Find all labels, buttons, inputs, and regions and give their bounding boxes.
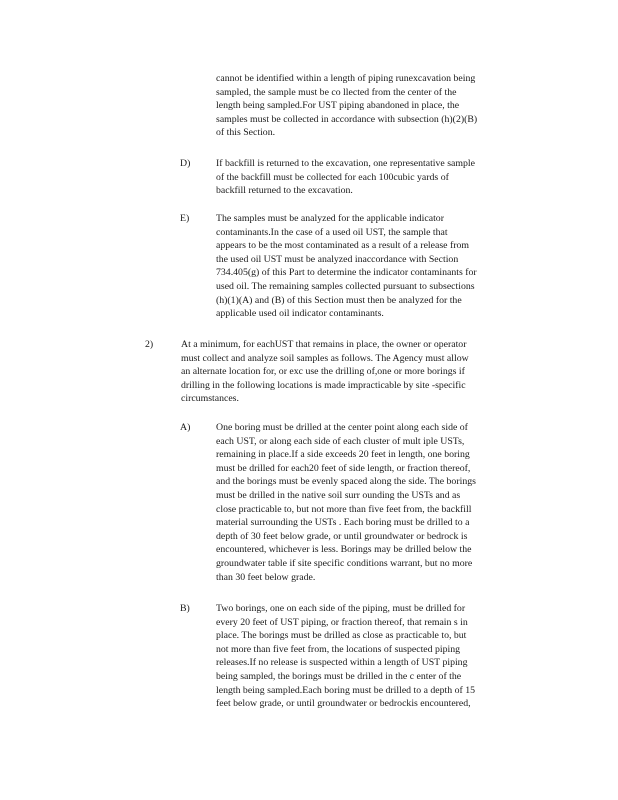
text-line: circumstances. <box>181 393 239 405</box>
text-line: being sampled, the borings must be drilled in the c enter of the <box>216 670 462 682</box>
text-line: material surrounding the USTs . Each boring must be drilled to a <box>216 517 470 529</box>
text-line: samples must be collected in accordance with subsection (h)(2)(B) <box>216 113 478 125</box>
text-line: backfill returned to the excavation. <box>216 185 353 197</box>
item-2-paragraph <box>181 338 537 406</box>
text-line: of the backfill must be collected for each 100cubic yards of <box>216 171 449 183</box>
text-line: sampled, the sample must be co llected from the center of the <box>216 86 457 98</box>
item-a-label: A) <box>180 422 191 433</box>
text-line: used oil. The remaining samples collected pursuant to subsections <box>216 280 475 292</box>
text-line: The samples must be analyzed for the applicable indicator <box>216 213 444 224</box>
text-line: than 30 feet below grade. <box>216 571 316 583</box>
text-line: and the borings must be evenly spaced along the side. The borings <box>216 476 476 488</box>
text-line: drilling in the following locations is made impracticable by site -specific <box>181 379 466 391</box>
text-line: encountered, whichever is less. Borings may be drilled below the <box>216 544 472 556</box>
text-line: close practicable to, but not more than five feet from, the backfill <box>216 503 472 515</box>
text-line: must be drilled for each20 feet of side length, or fraction thereof, <box>216 462 471 474</box>
item-b-paragraph <box>216 602 536 711</box>
continuation-paragraph <box>216 72 534 140</box>
text-line: place. The borings must be drilled as close as practicable to, but <box>216 630 467 642</box>
text-line: depth of 30 feet below grade, or until groundwater or bedrock is <box>216 530 468 542</box>
item-e-label: E) <box>180 213 190 224</box>
text-line: every 20 feet of UST piping, or fraction thereof, that remain s in <box>216 616 468 628</box>
item-d-paragraph <box>216 157 534 198</box>
text-line: length being sampled.Each boring must be drilled to a depth of 15 <box>216 684 476 696</box>
text-line: remaining in place.If a side exceeds 20 feet in length, one boring <box>216 449 470 461</box>
text-line: the used oil UST must be analyzed inaccordance with Section <box>216 253 459 265</box>
item-2-label: 2) <box>145 339 154 350</box>
text-line: (h)(1)(A) and (B) of this Section must then be analyzed for the <box>216 294 462 306</box>
item-b-label: B) <box>180 603 190 614</box>
item-a-paragraph <box>216 421 536 584</box>
text-line: must collect and analyze soil samples as follows. The Agency must allow <box>181 352 469 364</box>
text-line: an alternate location for, or exc use the drilling of,one or more borings if <box>181 366 465 378</box>
text-line: must be drilled in the native soil surr ounding the USTs and as <box>216 489 461 501</box>
text-line: feet below grade, or until groundwater or bedrockis encountered, <box>216 698 471 710</box>
text-line: applicable used oil indicator contaminants. <box>216 308 384 320</box>
text-line: length being sampled.For UST piping abandoned in place, the <box>216 100 460 112</box>
text-line: If backfill is returned to the excavation, one representative sample <box>216 158 475 169</box>
item-e-paragraph <box>216 212 538 321</box>
text-line: Two borings, one on each side of the piping, must be drilled for <box>216 603 466 614</box>
text-line: releases.If no release is suspected within a length of UST piping <box>216 657 468 669</box>
text-line: At a minimum, for eachUST that remains in place, the owner or operator <box>181 339 467 350</box>
item-d-label: D) <box>180 158 191 169</box>
text-line: appears to be the most contaminated as a result of a release from <box>216 240 469 252</box>
text-line: groundwater table if site specific conditions warrant, but no more <box>216 557 473 569</box>
text-line: not more than five feet from, the locations of suspected piping <box>216 643 461 655</box>
text-line: each UST, or along each side of each cluster of mult iple USTs, <box>216 435 465 447</box>
text-line: of this Section. <box>216 127 276 139</box>
text-line: One boring must be drilled at the center point along each side of <box>216 422 468 433</box>
text-line: 734.405(g) of this Part to determine the indicator contaminants for <box>216 267 477 279</box>
text-line: cannot be identified within a length of piping runexcavation being <box>216 73 476 84</box>
text-line: contaminants.In the case of a used oil UST, the sample that <box>216 226 448 238</box>
